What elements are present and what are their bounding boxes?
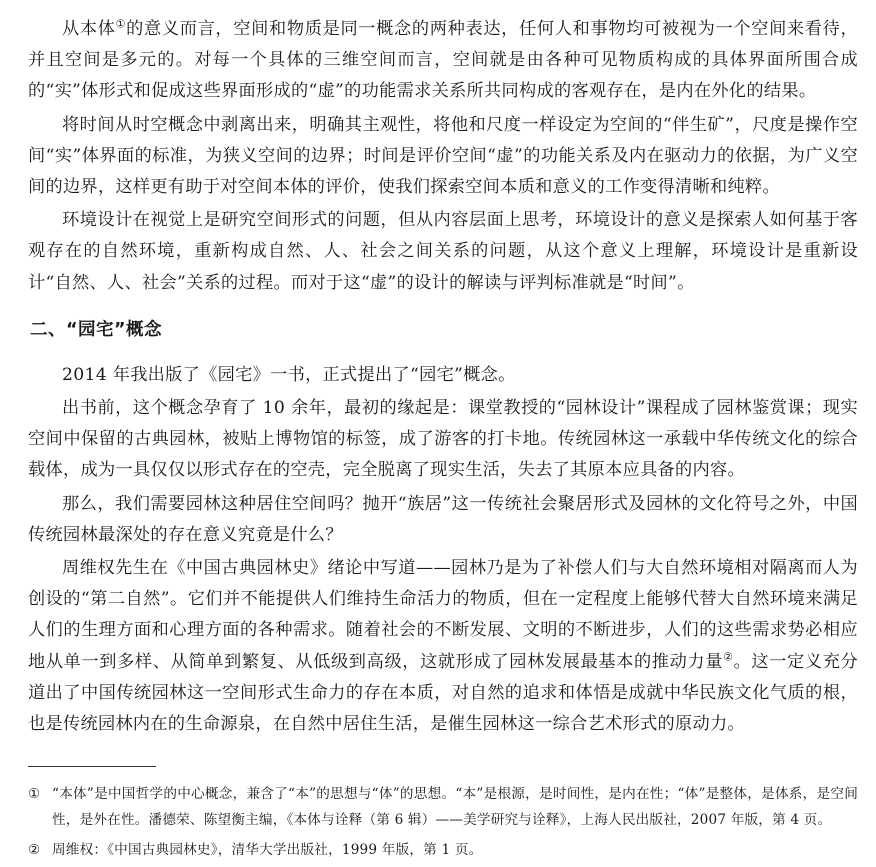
paragraph-environment-design: 环境设计在视觉上是研究空间形式的问题，但从内容层面上思考，环境设计的意义是探索人如何基于客观存在的自然环境，重新构成自然、人、社会之间关系的问题，从这个意义上理解，环境设计是重新设计“自然、人、社会”关系的过程。而对于这“虚”的设计的解读与评判标准就是“时间”。 [28, 210, 858, 293]
footnote-2 [28, 837, 858, 863]
paragraph-text: 从本体 [62, 19, 116, 39]
paragraph-origin: 出书前，这个概念孕育了 10 余年，最初的缘起是：课堂教授的“园林设计”课程成了园林鉴赏课；现实空间中保留的古典园林，被贴上博物馆的标签，成了游客的打卡地。传统园林这一承载中华传统文化的综合载体，成为一具仅仅以形式存在的空壳，完全脱离了现实生活，失去了其原本应具备的内容。 [28, 398, 858, 481]
paragraph-question: 那么，我们需要园林这种居住空间吗？抛开“族居”这一传统社会聚居形式及园林的文化符号之外，中国传统园林最深处的存在意义究竟是什么？ [28, 493, 858, 545]
paragraph-zhou-weiquan [28, 553, 858, 740]
footnote-mark: ② [28, 842, 41, 859]
paragraph-ontology [28, 14, 858, 108]
paragraph-book: 2014 年我出版了《园宅》一书，正式提出了“园宅”概念。 [62, 364, 516, 385]
footnote-1 [28, 781, 858, 833]
paragraph-time: 将时间从时空概念中剥离出来，明确其主观性，将他和尺度一样设定为空间的“伴生矿”，尺度是操作空间“实”体界面的标准，为狭义空间的边界；时间是评价空间“虚”的功能关系及内在驱动力的依据，为广义空间的边界，这样更有助于对空间本体的评价，使我们探索空间本质和意义的工作变得清晰和纯粹。 [28, 114, 858, 198]
footnote-text: “本体”是中国哲学的中心概念，兼含了“本”的思想与“体”的思想。“本”是根源，是时间性，是内在性；“体”是整体，是体系，是空间性，是外在性。潘德荣、陈望衡主编，《本体与诠释（第 6 辑）——美学研究与诠释》，上海人民出版社，2007 年版，第 4 页。 [52, 786, 858, 829]
footnote-text: 周维权：《中国古典园林史》，清华大学出版社，1999 年版，第 1 页。 [52, 842, 483, 859]
paragraph-text: 周维权先生在《中国古典园林史》绪论中写道——园林乃是为了补偿人们与大自然环境相对隔离而人为创设的“第二自然”。它们并不能提供人们维持生命活力的物质，但在一定程度上能够代替大自然环境来满足人们的生理方面和心理方面的各种需求。随着社会的不断发展、文明的不断进步，人们的这些需求势必相应地从单一到多样、从简单到繁复、从低级到高级，这就形成了园林发展最基本的推动力量 [28, 558, 858, 672]
paragraph-text: 。这一定义充分道出了中国传统园林这一空间形式生命力的存在本质，对自然的追求和体悟是成就中华民族文化气质的根，也是传统园林内在的生命源泉，在自然中居住生活，是催生园林这一综合艺术形式的原动力。 [28, 651, 858, 735]
document-page [28, 14, 858, 867]
footnote-ref-2[interactable]: ② [723, 649, 734, 663]
footnote-divider [28, 766, 156, 767]
paragraph-text: 的意义而言，空间和物质是同一概念的两种表达，任何人和事物均可被视为一个空间来看待，并且空间是多元的。对每一个具体的三维空间而言，空间就是由各种可见物质构成的具体界面所围合成的“实”体形式和促成这些界面形成的“虚”的功能需求关系所共同构成的客观存在，是内在外化的结果。 [28, 19, 858, 102]
section-heading: 二、“园宅”概念 [30, 319, 163, 340]
footnote-ref-1[interactable]: ① [115, 17, 127, 31]
footnote-mark: ① [28, 786, 41, 803]
